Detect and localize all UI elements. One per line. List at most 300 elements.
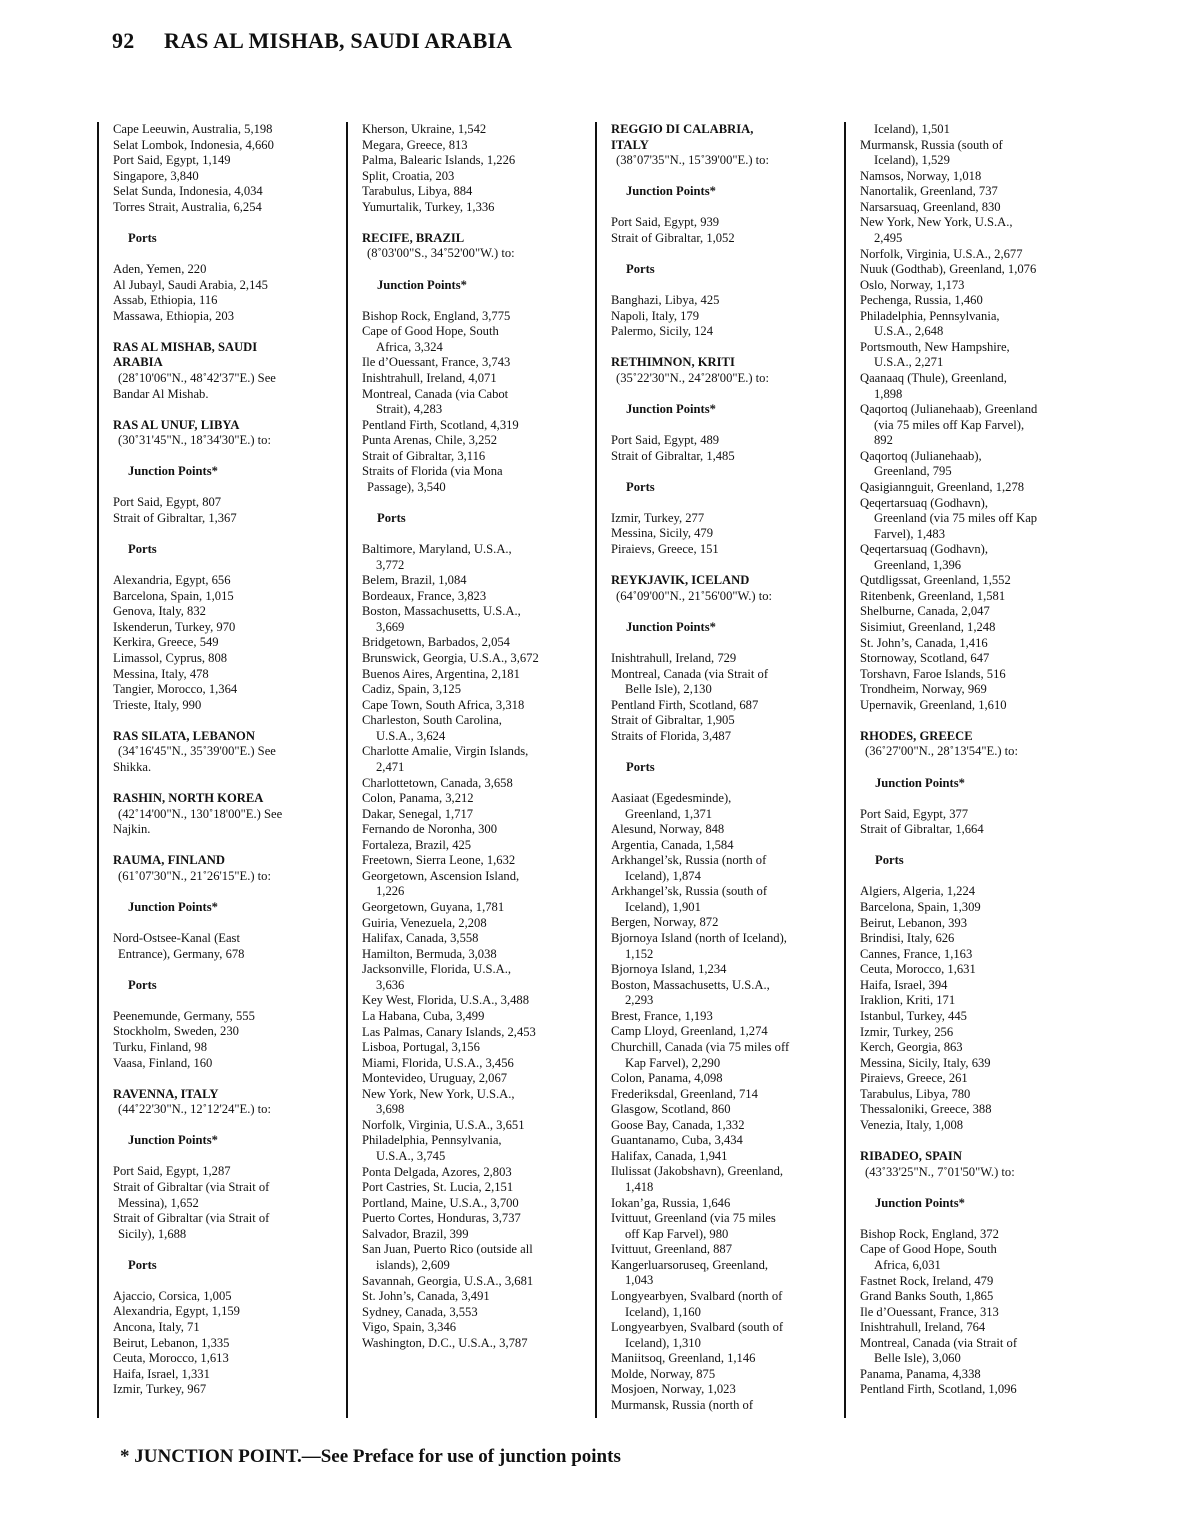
- port-heading: RAS SILATA, LEBANON: [113, 728, 255, 743]
- entry-line: Izmir, Turkey, 256: [860, 1024, 954, 1039]
- footnote: * JUNCTION POINT.—See Preface for use of junction points: [120, 1446, 621, 1467]
- entry-line: Qutdligssat, Greenland, 1,552: [860, 573, 1011, 588]
- spacer: [362, 215, 582, 231]
- entry-line: Freetown, Sierra Leone, 1,632: [362, 853, 516, 868]
- entry-line: Palermo, Sicily, 124: [611, 324, 714, 339]
- spacer: [113, 324, 333, 340]
- spacer: [611, 200, 831, 216]
- entry-line: Yumurtalik, Turkey, 1,336: [362, 199, 495, 214]
- port-heading: RAVENNA, ITALY: [113, 1086, 219, 1101]
- entry-line: Nanortalik, Greenland, 737: [860, 184, 998, 199]
- port-heading: RHODES, GREECE: [860, 728, 973, 743]
- entry-line: Port Said, Egypt, 1,287: [113, 1164, 231, 1179]
- entry-line: Miami, Florida, U.S.A., 3,456: [362, 1055, 514, 1070]
- entry-line: Ivittuut, Greenland, 887: [611, 1242, 733, 1257]
- entry-line: Messina, Sicily, 479: [611, 526, 714, 541]
- entry-line: Qaqortoq (Julianehaab), Greenland: [860, 402, 1038, 417]
- continuation-line: Iceland), 1,160: [625, 1304, 701, 1319]
- entry-line: Mosjoen, Norway, 1,023: [611, 1382, 736, 1397]
- continuation-line: Iceland), 1,901: [625, 899, 701, 914]
- continuation-line: (34˚16'45"N., 35˚39'00"E.) See: [118, 744, 276, 759]
- entry-line: Narsarsuaq, Greenland, 830: [860, 199, 1001, 214]
- entry-line: Piraievs, Greece, 151: [611, 542, 719, 557]
- continuation-line: (36˚27'00"N., 28˚13'54"E.) to:: [865, 744, 1018, 759]
- continuation-line: U.S.A., 3,745: [376, 1149, 446, 1164]
- section-subheading: Junction Points*: [626, 402, 716, 417]
- entry-line: Churchill, Canada (via 75 miles off: [611, 1039, 790, 1054]
- entry-line: Colon, Panama, 3,212: [362, 791, 474, 806]
- entry-line: Jacksonville, Florida, U.S.A.,: [362, 962, 512, 977]
- port-heading: RAS AL MISHAB, SAUDI: [113, 339, 258, 354]
- entry-line: Alexandria, Egypt, 1,159: [113, 1304, 240, 1319]
- entry-line: Frederiksdal, Greenland, 714: [611, 1086, 758, 1101]
- entry-line: Argentia, Canada, 1,584: [611, 837, 734, 852]
- entry-line: Puerto Cortes, Honduras, 3,737: [362, 1211, 521, 1226]
- spacer: [113, 1273, 333, 1289]
- entry-line: St. John’s, Canada, 3,491: [362, 1289, 490, 1304]
- continuation-line: Africa, 6,031: [874, 1257, 941, 1272]
- spacer: [362, 293, 582, 309]
- entry-line: Georgetown, Guyana, 1,781: [362, 900, 505, 915]
- entry-line: Cape Leeuwin, Australia, 5,198: [113, 122, 273, 136]
- spacer: [113, 480, 333, 496]
- entry-line: Ajaccio, Corsica, 1,005: [113, 1288, 232, 1303]
- entry-line: Fernando de Noronha, 300: [362, 822, 498, 837]
- spacer: [860, 1180, 1084, 1196]
- spacer: [611, 775, 831, 791]
- entry-line: Banghazi, Libya, 425: [611, 293, 720, 308]
- entry-line: Assab, Ethiopia, 116: [113, 293, 218, 308]
- entry-line: Strait of Gibraltar, 3,116: [362, 448, 486, 463]
- entry-line: Guantanamo, Cuba, 3,434: [611, 1133, 743, 1148]
- entry-line: Philadelphia, Pennsylvania,: [860, 308, 1000, 323]
- entry-line: Colon, Panama, 4,098: [611, 1071, 723, 1086]
- entry-line: Boston, Massachusetts, U.S.A.,: [611, 977, 770, 992]
- entry-line: Inishtrahull, Ireland, 764: [860, 1320, 986, 1335]
- entry-line: Brest, France, 1,193: [611, 1008, 713, 1023]
- continuation-line: Iceland), 1,310: [625, 1335, 701, 1350]
- port-heading: RAS AL UNUF, LIBYA: [113, 417, 240, 432]
- entry-line: Baltimore, Maryland, U.S.A.,: [362, 542, 512, 557]
- column-4: [844, 122, 1084, 1418]
- continuation-line: (61˚07'30"N., 21˚26'15"E.) to:: [118, 868, 271, 883]
- entry-line: Kerch, Georgia, 863: [860, 1040, 963, 1055]
- entry-line: Halifax, Canada, 3,558: [362, 931, 479, 946]
- entry-line: Iokan’ga, Russia, 1,646: [611, 1195, 731, 1210]
- entry-line: New York, New York, U.S.A.,: [362, 1086, 515, 1101]
- entry-line: Kangerluarsoruseq, Greenland,: [611, 1257, 769, 1272]
- entry-line: Barcelona, Spain, 1,309: [860, 900, 981, 915]
- entry-line: Tarabulus, Libya, 884: [362, 184, 473, 199]
- entry-line: Qeqertarsuaq (Godhavn),: [860, 542, 988, 557]
- spacer: [362, 262, 582, 278]
- entry-line: Molde, Norway, 875: [611, 1366, 716, 1381]
- section-subheading: Junction Points*: [875, 1195, 965, 1210]
- entry-line: Norfolk, Virginia, U.S.A., 3,651: [362, 1117, 525, 1132]
- continuation-line: (30˚31'45"N., 18˚34'30"E.) to:: [118, 433, 271, 448]
- continuation-line: 2,495: [874, 230, 903, 245]
- continuation-line: Kap Farvel), 2,290: [625, 1055, 721, 1070]
- entry-line: Messina, Italy, 478: [113, 666, 209, 681]
- column-1: [97, 122, 333, 1418]
- entry-line: Bridgetown, Barbados, 2,054: [362, 635, 510, 650]
- spacer: [113, 962, 333, 978]
- entry-line: Salvador, Brazil, 399: [362, 1226, 469, 1241]
- entry-line: Beirut, Lebanon, 393: [860, 915, 968, 930]
- entry-line: Beirut, Lebanon, 1,335: [113, 1335, 230, 1350]
- port-heading: REYKJAVIK, ICELAND: [611, 573, 750, 588]
- spacer: [611, 340, 831, 356]
- entry-line: Pechenga, Russia, 1,460: [860, 293, 983, 308]
- entry-line: Montevideo, Uruguay, 2,067: [362, 1071, 508, 1086]
- entry-line: Arkhangel’sk, Russia (north of: [611, 853, 767, 868]
- spacer: [113, 1242, 333, 1258]
- spacer: [113, 993, 333, 1009]
- entry-line: Messina, Sicily, Italy, 639: [860, 1055, 991, 1070]
- continuation-line: Entrance), Germany, 678: [118, 946, 245, 961]
- entry-line: Straits of Florida (via Mona: [362, 464, 503, 479]
- spacer: [611, 386, 831, 402]
- entry-line: Torres Strait, Australia, 6,254: [113, 199, 262, 214]
- entry-line: Guiria, Venezuela, 2,208: [362, 915, 487, 930]
- entry-line: Piraievs, Greece, 261: [860, 1071, 968, 1086]
- entry-line: Glasgow, Scotland, 860: [611, 1102, 731, 1117]
- entry-line: Cape Town, South Africa, 3,318: [362, 697, 525, 712]
- port-heading: RIBADEO, SPAIN: [860, 1149, 962, 1164]
- continuation-line: Africa, 3,324: [376, 339, 443, 354]
- entry-line: Grand Banks South, 1,865: [860, 1289, 994, 1304]
- entry-line: Goose Bay, Canada, 1,332: [611, 1117, 745, 1132]
- spacer: [113, 215, 333, 231]
- page-number: 92: [112, 28, 135, 53]
- entry-line: Trieste, Italy, 990: [113, 697, 202, 712]
- entry-line: Tangier, Morocco, 1,364: [113, 682, 238, 697]
- continuation-line: Iceland), 1,501: [874, 122, 950, 136]
- spacer: [113, 916, 333, 932]
- entry-line: Vaasa, Finland, 160: [113, 1055, 213, 1070]
- section-subheading: Ports: [377, 511, 406, 525]
- entry-line: Barcelona, Spain, 1,015: [113, 588, 234, 603]
- spacer: [113, 884, 333, 900]
- spacer: [611, 464, 831, 480]
- entry-line: Singapore, 3,840: [113, 168, 199, 183]
- entry-line: Izmir, Turkey, 967: [113, 1382, 207, 1397]
- spacer: [611, 558, 831, 574]
- entry-line: Strait of Gibraltar, 1,485: [611, 448, 735, 463]
- entry-line: Pentland Firth, Scotland, 4,319: [362, 417, 519, 432]
- entry-line: Palma, Balearic Islands, 1,226: [362, 153, 516, 168]
- entry-line: Najkin.: [113, 822, 151, 837]
- spacer: [860, 1133, 1084, 1149]
- entry-line: Aasiaat (Egedesminde),: [611, 790, 732, 805]
- spacer: [113, 449, 333, 465]
- entry-line: Qaqortoq (Julianehaab),: [860, 448, 982, 463]
- continuation-line: (64˚09'00"N., 21˚56'00"W.) to:: [616, 588, 773, 603]
- entry-line: Punta Arenas, Chile, 3,252: [362, 433, 498, 448]
- continuation-line: Passage), 3,540: [367, 479, 446, 494]
- spacer: [113, 246, 333, 262]
- continuation-line: U.S.A., 3,624: [376, 728, 446, 743]
- section-subheading: Junction Points*: [128, 1133, 218, 1148]
- entry-line: Turku, Finland, 98: [113, 1039, 208, 1054]
- entry-line: Charlotte Amalie, Virgin Islands,: [362, 744, 529, 759]
- entry-line: Washington, D.C., U.S.A., 3,787: [362, 1335, 528, 1350]
- continuation-line: Greenland, 795: [874, 464, 952, 479]
- spacer: [860, 869, 1084, 885]
- entry-line: Bishop Rock, England, 372: [860, 1226, 999, 1241]
- entry-line: Norfolk, Virginia, U.S.A., 2,677: [860, 246, 1023, 261]
- entry-line: Split, Croatia, 203: [362, 168, 455, 183]
- entry-line: Arkhangel’sk, Russia (south of: [611, 884, 768, 899]
- spacer: [362, 527, 582, 543]
- continuation-line: 3,636: [376, 977, 405, 992]
- page-header: [112, 28, 1012, 54]
- entry-line: New York, New York, U.S.A.,: [860, 215, 1013, 230]
- section-subheading: Junction Points*: [875, 775, 965, 790]
- spacer: [113, 527, 333, 543]
- entry-line: Haifa, Israel, 1,331: [113, 1366, 210, 1381]
- spacer: [113, 1071, 333, 1087]
- entry-line: Bjornoya Island (north of Iceland),: [611, 931, 787, 946]
- entry-line: Cadiz, Spain, 3,125: [362, 682, 461, 697]
- continuation-line: 1,226: [376, 884, 405, 899]
- entry-line: Ilulissat (Jakobshavn), Greenland,: [611, 1164, 784, 1179]
- entry-line: Stornoway, Scotland, 647: [860, 651, 990, 666]
- entry-line: Fortaleza, Brazil, 425: [362, 837, 472, 852]
- entry-line: Pentland Firth, Scotland, 687: [611, 697, 759, 712]
- spacer: [611, 418, 831, 434]
- entry-line: Savannah, Georgia, U.S.A., 3,681: [362, 1273, 534, 1288]
- entry-line: Limassol, Cyprus, 808: [113, 651, 228, 665]
- spacer: [113, 402, 333, 418]
- continuation-line: Belle Isle), 2,130: [625, 682, 712, 697]
- continuation-line: Iceland), 1,529: [874, 153, 950, 168]
- entry-line: Qaanaaq (Thule), Greenland,: [860, 371, 1007, 385]
- entry-line: Lisboa, Portugal, 3,156: [362, 1040, 480, 1055]
- continuation-line: (44˚22'30"N., 12˚12'24"E.) to:: [118, 1102, 271, 1117]
- section-subheading: Junction Points*: [377, 277, 467, 292]
- continuation-line: Messina), 1,652: [118, 1195, 199, 1210]
- spacer: [113, 775, 333, 791]
- entry-line: Ile d’Ouessant, France, 313: [860, 1304, 999, 1319]
- spacer: [113, 1118, 333, 1134]
- entry-line: San Juan, Puerto Rico (outside all: [362, 1242, 533, 1257]
- entry-line: Port Said, Egypt, 377: [860, 806, 969, 821]
- entry-line: Philadelphia, Pennsylvania,: [362, 1133, 502, 1148]
- entry-line: Strait of Gibraltar, 1,367: [113, 510, 237, 525]
- continuation-line: off Kap Farvel), 980: [625, 1226, 729, 1241]
- entry-line: Megara, Greece, 813: [362, 137, 468, 152]
- entry-line: Selat Lombok, Indonesia, 4,660: [113, 137, 274, 152]
- entry-line: Ile d’Ouessant, France, 3,743: [362, 355, 511, 370]
- entry-line: Alexandria, Egypt, 656: [113, 573, 231, 588]
- entry-line: Murmansk, Russia (north of: [611, 1397, 754, 1412]
- entry-line: Murmansk, Russia (south of: [860, 137, 1003, 152]
- continuation-line: (35˚22'30"N., 24˚28'00"E.) to:: [616, 370, 769, 385]
- continuation-line: (via 75 miles off Kap Farvel),: [874, 417, 1025, 432]
- entry-line: Port Said, Egypt, 1,149: [113, 153, 231, 168]
- entry-line: Port Castries, St. Lucia, 2,151: [362, 1180, 514, 1195]
- entry-line: La Habana, Cuba, 3,499: [362, 1008, 485, 1023]
- entry-line: Inishtrahull, Ireland, 4,071: [362, 370, 497, 385]
- entry-line: Strait of Gibraltar, 1,664: [860, 822, 984, 837]
- entry-line: Cape of Good Hope, South: [362, 324, 499, 339]
- entry-line: Charleston, South Carolina,: [362, 713, 502, 728]
- entry-line: Portsmouth, New Hampshire,: [860, 339, 1010, 354]
- continuation-line: Greenland, 1,371: [625, 806, 713, 821]
- section-subheading: Ports: [128, 542, 157, 557]
- entry-line: Panama, Panama, 4,338: [860, 1366, 981, 1381]
- continuation-line: U.S.A., 2,648: [874, 324, 944, 339]
- spacer: [611, 744, 831, 760]
- column-2: [346, 122, 582, 1418]
- entry-line: Haifa, Israel, 394: [860, 977, 948, 992]
- section-subheading: Ports: [128, 230, 157, 245]
- entry-line: Torshavn, Faroe Islands, 516: [860, 666, 1006, 681]
- entry-line: Trondheim, Norway, 969: [860, 682, 987, 697]
- continuation-line: (38˚07'35"N., 15˚39'00"E.) to:: [616, 153, 769, 168]
- spacer: [611, 635, 831, 651]
- entry-line: Port Said, Egypt, 939: [611, 215, 720, 230]
- spacer: [611, 278, 831, 294]
- spacer: [113, 558, 333, 574]
- section-subheading: Ports: [626, 262, 655, 277]
- continuation-line: (8˚03'00"S., 34˚52'00"W.) to:: [367, 246, 515, 261]
- continuation-line: Greenland, 1,396: [874, 557, 962, 572]
- continuation-line: 1,152: [625, 946, 654, 961]
- continuation-line: Sicily), 1,688: [118, 1226, 187, 1241]
- entry-line: Charlottetown, Canada, 3,658: [362, 775, 513, 790]
- continuation-line: 2,471: [376, 759, 405, 774]
- section-subheading: Ports: [626, 759, 655, 774]
- entry-line: Selat Sunda, Indonesia, 4,034: [113, 184, 263, 199]
- entry-line: Halifax, Canada, 1,941: [611, 1148, 728, 1163]
- continuation-line: 3,772: [376, 557, 405, 572]
- continuation-line: (42˚14'00"N., 130˚18'00"E.) See: [118, 806, 283, 821]
- entry-line: Kherson, Ukraine, 1,542: [362, 122, 487, 136]
- entry-line: Montreal, Canada (via Strait of: [860, 1335, 1018, 1350]
- continuation-line: islands), 2,609: [376, 1257, 450, 1272]
- entry-line: Oslo, Norway, 1,173: [860, 277, 965, 292]
- port-heading: ITALY: [611, 137, 649, 152]
- entry-line: Longyearbyen, Svalbard (north of: [611, 1288, 783, 1303]
- section-subheading: Ports: [128, 1257, 157, 1272]
- entry-line: Al Jubayl, Saudi Arabia, 2,145: [113, 277, 268, 292]
- continuation-line: Greenland (via 75 miles off Kap: [874, 511, 1038, 526]
- entry-line: Georgetown, Ascension Island,: [362, 868, 520, 883]
- entry-line: Key West, Florida, U.S.A., 3,488: [362, 993, 530, 1008]
- entry-line: Namsos, Norway, 1,018: [860, 168, 982, 183]
- spacer: [611, 169, 831, 185]
- entry-line: Strait of Gibraltar, 1,052: [611, 230, 735, 245]
- spacer: [860, 791, 1084, 807]
- entry-line: Strait of Gibraltar, 1,905: [611, 713, 735, 728]
- entry-line: Bergen, Norway, 872: [611, 915, 719, 930]
- entry-line: Sydney, Canada, 3,553: [362, 1304, 478, 1319]
- continuation-line: 1,898: [874, 386, 903, 401]
- section-subheading: Ports: [128, 977, 157, 992]
- entry-line: Iskenderun, Turkey, 970: [113, 619, 236, 634]
- entry-line: Kerkira, Greece, 549: [113, 635, 219, 650]
- entry-line: Alesund, Norway, 848: [611, 822, 725, 837]
- page-title: RAS AL MISHAB, SAUDI ARABIA: [164, 28, 513, 53]
- port-heading: ARABIA: [113, 355, 163, 370]
- entry-line: Belem, Brazil, 1,084: [362, 573, 467, 588]
- entry-line: Ritenbenk, Greenland, 1,581: [860, 588, 1006, 603]
- entry-line: Peenemunde, Germany, 555: [113, 1008, 255, 1023]
- spacer: [611, 604, 831, 620]
- entry-line: Ancona, Italy, 71: [113, 1320, 200, 1334]
- entry-line: Dakar, Senegal, 1,717: [362, 806, 474, 821]
- entry-line: Strait of Gibraltar (via Strait of: [113, 1211, 270, 1226]
- entry-line: Longyearbyen, Svalbard (south of: [611, 1320, 784, 1335]
- entry-line: Hamilton, Bermuda, 3,038: [362, 946, 497, 961]
- entry-line: Qasigiannguit, Greenland, 1,278: [860, 479, 1025, 494]
- entry-line: Bordeaux, France, 3,823: [362, 588, 487, 603]
- entry-line: Brindisi, Italy, 626: [860, 931, 955, 946]
- continuation-line: U.S.A., 2,271: [874, 355, 944, 370]
- entry-line: Napoli, Italy, 179: [611, 308, 700, 323]
- entry-line: Massawa, Ethiopia, 203: [113, 308, 235, 323]
- port-heading: RECIFE, BRAZIL: [362, 230, 465, 245]
- entry-line: Camp Lloyd, Greenland, 1,274: [611, 1024, 768, 1039]
- spacer: [362, 495, 582, 511]
- entry-line: Thessaloniki, Greece, 388: [860, 1102, 992, 1117]
- entry-line: Ceuta, Morocco, 1,631: [860, 962, 976, 977]
- spacer: [860, 713, 1084, 729]
- section-subheading: Ports: [875, 853, 904, 868]
- entry-line: Izmir, Turkey, 277: [611, 510, 705, 525]
- continuation-line: Belle Isle), 3,060: [874, 1351, 961, 1366]
- entry-line: Bishop Rock, England, 3,775: [362, 308, 511, 323]
- entry-line: Bjornoya Island, 1,234: [611, 962, 727, 977]
- continuation-line: (43˚33'25"N., 7˚01'50"W.) to:: [865, 1164, 1015, 1179]
- entry-line: Istanbul, Turkey, 445: [860, 1008, 967, 1023]
- continuation-line: Farvel), 1,483: [874, 526, 945, 541]
- entry-line: Boston, Massachusetts, U.S.A.,: [362, 604, 521, 619]
- continuation-line: Iceland), 1,874: [625, 868, 701, 883]
- entry-line: Vigo, Spain, 3,346: [362, 1320, 457, 1335]
- entry-line: Shelburne, Canada, 2,047: [860, 604, 990, 619]
- entry-line: Aden, Yemen, 220: [113, 262, 207, 277]
- entry-line: Sisimiut, Greenland, 1,248: [860, 620, 996, 634]
- entry-line: Buenos Aires, Argentina, 2,181: [362, 666, 520, 681]
- entry-line: St. John’s, Canada, 1,416: [860, 635, 988, 650]
- spacer: [860, 838, 1084, 854]
- section-subheading: Junction Points*: [128, 899, 218, 914]
- entry-line: Montreal, Canada (via Cabot: [362, 386, 509, 401]
- entry-line: Stockholm, Sweden, 230: [113, 1024, 239, 1039]
- entry-line: Qeqertarsuaq (Godhavn),: [860, 495, 988, 510]
- entry-line: Port Said, Egypt, 807: [113, 495, 222, 510]
- entry-line: Ponta Delgada, Azores, 2,803: [362, 1164, 512, 1179]
- entry-line: Iraklion, Kriti, 171: [860, 993, 956, 1008]
- spacer: [611, 246, 831, 262]
- continuation-line: 1,418: [625, 1180, 654, 1195]
- entry-line: Tarabulus, Libya, 780: [860, 1086, 971, 1101]
- section-subheading: Junction Points*: [626, 184, 716, 199]
- entry-line: Las Palmas, Canary Islands, 2,453: [362, 1024, 536, 1039]
- spacer: [113, 1149, 333, 1165]
- spacer: [113, 838, 333, 854]
- entry-line: Portland, Maine, U.S.A., 3,700: [362, 1195, 519, 1210]
- entry-line: Nord-Ostsee-Kanal (East: [113, 931, 240, 946]
- section-subheading: Junction Points*: [626, 619, 716, 634]
- section-subheading: Junction Points*: [128, 464, 218, 479]
- spacer: [113, 713, 333, 729]
- entry-line: Bandar Al Mishab.: [113, 386, 209, 401]
- entry-line: Genova, Italy, 832: [113, 604, 206, 619]
